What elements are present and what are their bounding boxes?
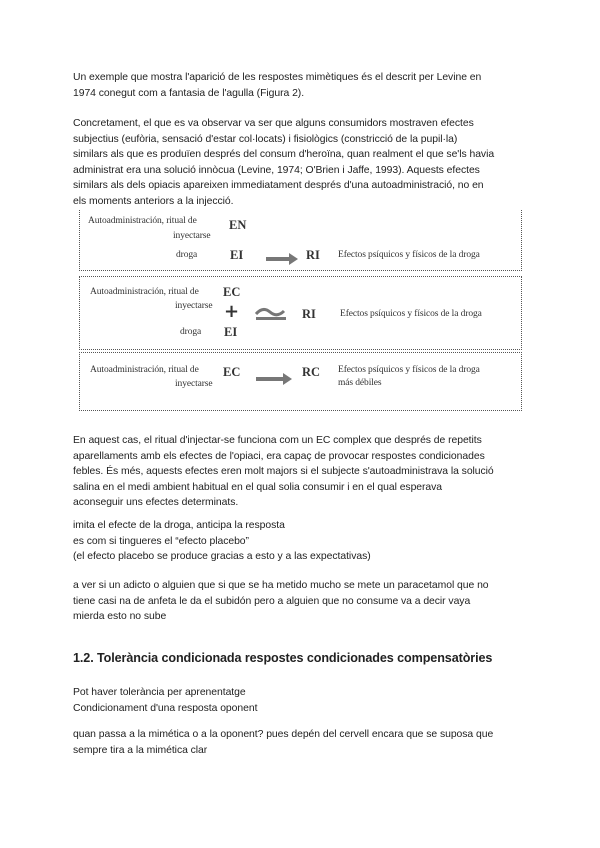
row1-arrow-icon [266, 257, 290, 261]
row1-response: RI [306, 248, 320, 262]
row1-left-line2: inyectarse [173, 231, 211, 241]
text-line: sempre tira a la mimética clar [73, 744, 208, 756]
text-line: Condicionament d'una resposta oponent [73, 702, 258, 714]
conditioning-figure [79, 210, 522, 410]
text-line: 1974 conegut com a fantasia de l'agulla (Figura 2). [73, 87, 305, 99]
plus-icon: + [224, 301, 240, 322]
text-line: a ver si un adicto o alguien que si que se ha metido mucho se mete un paracetamol que no [73, 580, 489, 591]
text-line: (el efecto placebo se produce gracias a esto y a las expectativas) [73, 551, 371, 562]
row1-stimulus-ei: EI [230, 248, 244, 262]
row1-left-line1: Autoadministración, ritual de [88, 216, 197, 226]
row2-left-line2: inyectarse [175, 301, 213, 311]
paragraph-addict-example [73, 578, 533, 625]
row1-stimulus-en: EN [229, 218, 247, 232]
paragraph-tolerance [73, 685, 533, 716]
figure-row-1 [79, 210, 522, 271]
text-line: tiene casi na de anfeta le da el subidón pero a alguien que no consume va a decir vaya [73, 595, 471, 607]
figure-row-2 [79, 276, 522, 350]
text-line: similars als dels opiacis apareixen immediatament després d'una autoadministració, no en [73, 180, 484, 191]
row1-left-line3: droga [176, 250, 198, 260]
paragraph-ritual [73, 433, 533, 511]
text-line: administrat era una solució innòcua (Levine, 1974; O'Brien i Jaffe, 1993). Aquests efectes [73, 164, 480, 176]
text-line: quan passa a la mimética o a la oponent? pues depén del cervell encara que se suposa que [73, 729, 494, 740]
approximately-equal-icon [254, 306, 288, 322]
section-heading: 1.2. Tolerància condicionada respostes condicionades compensatòries [73, 651, 493, 665]
paragraph-intro [73, 70, 533, 101]
text-line: salina en el medi ambient habitual en el qual solia consumir i en el qual esperava [73, 481, 443, 493]
text-line: aconseguir uns efectes determinats. [73, 497, 239, 508]
text-line: Concretament, el que es va observar va ser que alguns consumidors mostraven efectes [73, 118, 474, 129]
text-line: es com si tingueres el “efecto placebo” [73, 535, 249, 547]
row2-left-line3: droga [180, 327, 202, 337]
text-line: Un exemple que mostra l'aparició de les respostes mimètiques és el descrit per Levine en [73, 72, 482, 83]
row3-left-line1: Autoadministración, ritual de [90, 365, 199, 375]
row2-left-line1: Autoadministración, ritual de [90, 287, 199, 297]
text-line: febles. És més, aquests efectes eren molt majors si el subjecte s'autoadministrava la solució [73, 466, 494, 477]
paragraph-placebo-notes [73, 518, 533, 565]
row2-response: RI [302, 307, 316, 321]
text-line: En aquest cas, el ritual d'injectar-se funciona com un EC complex que després de repetits [73, 435, 482, 446]
row1-effect: Efectos psíquicos y físicos de la droga [338, 250, 480, 260]
row3-stimulus-ec: EC [223, 365, 241, 379]
text-line: subjectius (eufòria, sensació d'estar col·locats) i fisiològics (constricció de la pupil·la) [73, 133, 458, 145]
row3-response: RC [302, 365, 321, 379]
row2-stimulus-ei: EI [224, 325, 238, 339]
text-line: els moments anteriors a la injecció. [73, 195, 234, 207]
row2-stimulus-ec: EC [223, 285, 241, 299]
text-line: aparellaments amb els efectes de l'opiaci, era capaç de provocar respostes condicionades [73, 450, 485, 462]
row3-effect-line2: más débiles [338, 378, 382, 388]
text-line: Pot haver tolerància per aprenentatge [73, 687, 246, 698]
paragraph-question [73, 727, 533, 758]
paragraph-observation [73, 116, 533, 209]
row3-arrow-icon [256, 377, 284, 381]
figure-row-3 [79, 352, 522, 411]
text-line: similars als que es produïen després del consum d'heroïna, quan realment el que se'ls havia [73, 149, 495, 160]
row3-left-line2: inyectarse [175, 379, 213, 389]
text-line: mierda esto no sube [73, 611, 167, 622]
text-line: imita el efecte de la droga, anticipa la resposta [73, 520, 285, 531]
row2-effect: Efectos psíquicos y físicos de la droga [340, 309, 482, 319]
row3-effect-line1: Efectos psíquicos y físicos de la droga [338, 365, 480, 375]
